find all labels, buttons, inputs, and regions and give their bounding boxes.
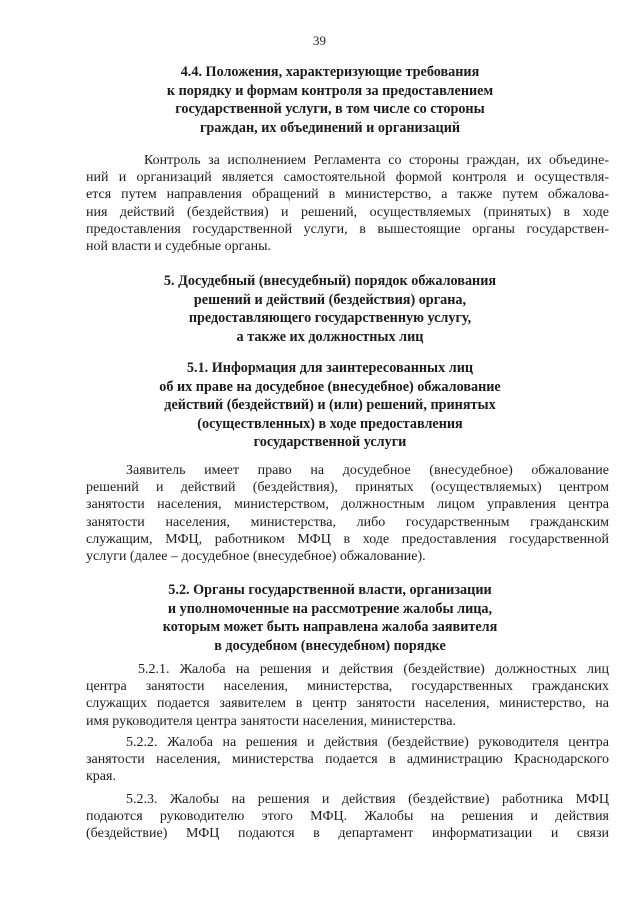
heading-line: 5. Досудебный (внесудебный) порядок обжалования <box>163 273 497 289</box>
heading-line: государственной услуги, в том числе со стороны <box>175 101 485 117</box>
text-line: ний и организаций является самостоятельной формой контроля и осуществля- <box>86 170 609 186</box>
heading-line: предоставляющего государственную услугу, <box>188 310 472 326</box>
heading-line: к порядку и формам контроля за предоставлением <box>166 82 494 99</box>
text-line: занятости населения, министерства подается в администрацию Краснодарского <box>86 752 609 768</box>
paragraph-5-2-3 <box>86 791 609 843</box>
heading-line: действий (бездействий) и (или) решений, принятых <box>164 397 496 413</box>
text-line: 5.2.1. Жалоба на решения и действия (бездействие) должностных лиц <box>138 662 609 677</box>
heading-line: 4.4. Положения, характеризующие требования <box>180 64 480 80</box>
text-line: ется путем направления обращений в министерство, а также путем обжалова- <box>86 187 609 203</box>
heading-line: 5.2. Органы государственной власти, организации <box>168 582 492 598</box>
heading-line: об их праве на досудебное (внесудебное) обжалование <box>159 378 501 395</box>
text-line: имя руководителя центра занятости населения, министерства. <box>86 713 456 729</box>
text-line: ной власти и судебные органы. <box>86 239 272 255</box>
text-line: 5.2.3. Жалобы на решения и действия (бездействие) работника МФЦ <box>126 792 609 807</box>
text-line: Контроль за исполнением Регламента со стороны граждан, их объедине- <box>144 153 609 168</box>
heading-line: в досудебном (внесудебном) порядке <box>214 637 446 654</box>
page-number: 39 <box>313 33 326 48</box>
paragraph-5-2-1 <box>86 661 609 730</box>
section-5-1-heading <box>60 359 600 452</box>
text-line: услуги (далее – досудебное (внесудебное) обжалование). <box>86 549 426 565</box>
text-line: служащих подается заявителем в центр занятости населения, министерство, на <box>86 696 609 712</box>
text-line: занятости населения, министерством, должностным лицом управления центра <box>86 497 609 513</box>
heading-line: которым может быть направлена жалоба заявителя <box>162 619 498 635</box>
paragraph-5-2-2 <box>86 734 609 786</box>
text-line: (бездействие) МФЦ подаются в департамент информатизации и связи <box>86 826 609 842</box>
text-line: центра занятости населения, министерства, государственных гражданских <box>86 679 609 695</box>
heading-line: а также их должностных лиц <box>236 328 424 345</box>
heading-line: решений и действий (бездействия) органа, <box>193 291 467 308</box>
section-4-4-heading <box>60 63 600 137</box>
text-line: 5.2.2. Жалоба на решения и действия (бездействие) руководителя центра <box>126 735 609 750</box>
heading-line: 5.1. Информация для заинтересованных лиц <box>186 360 474 376</box>
text-line: подаются руководителю этого МФЦ. Жалобы на решения и действия <box>86 809 609 825</box>
section-5-2-heading <box>60 581 600 655</box>
heading-line: (осуществленных) в ходе предоставления <box>197 415 463 432</box>
text-line: ния действий (бездействия) и решений, осуществляемых (принятых) в ходе <box>86 204 609 220</box>
text-line: решений и действий (бездействия), принятых (осуществляемых) центром <box>86 480 609 496</box>
section-4-4-paragraph <box>86 152 609 255</box>
section-5-heading <box>60 272 600 346</box>
text-line: предоставления государственной услуги, в вышестоящие органы государствен- <box>86 221 609 237</box>
heading-line: и уполномоченные на рассмотрение жалобы лица, <box>167 600 493 617</box>
section-5-1-paragraph <box>86 462 609 565</box>
heading-line: граждан, их объединений и организаций <box>199 119 461 136</box>
text-line: служащим, МФЦ, работником МФЦ в ходе предоставления государственной <box>86 531 609 547</box>
heading-line: государственной услуги <box>253 434 407 450</box>
text-line: занятости населения, министерства, либо государственным гражданским <box>86 514 609 530</box>
text-line: Заявитель имеет право на досудебное (внесудебное) обжалование <box>126 463 609 478</box>
text-line: края. <box>86 769 116 785</box>
